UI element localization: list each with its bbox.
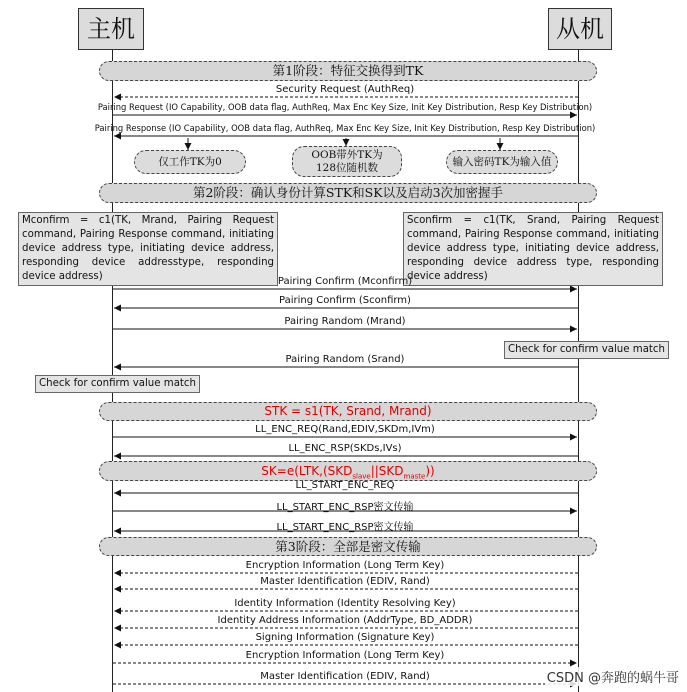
sconfirm-note: Sconfirm = c1(TK, Srand, Pairing Request command, Pairing Response command, initiating device address type, initiating device address, responding device address type, responding device address) [403, 212, 663, 286]
message-label-14: Identity Information (Identity Resolving Key) [234, 598, 456, 609]
message-label-6: Pairing Random (Srand) [285, 354, 405, 365]
slave-entity: 从机 [548, 8, 612, 50]
sk-prefix: SK=e(LTK,(SKD [261, 464, 353, 478]
message-label-11: LL_START_ENC_RSP密文传输 [276, 522, 414, 533]
oval-oob-line1: OOB带外TK为 [311, 148, 383, 161]
master-entity: 主机 [78, 8, 144, 50]
watermark: CSDN @奔跑的蜗牛哥 [545, 667, 681, 686]
message-label-5: Pairing Random (Mrand) [284, 316, 406, 327]
slave-lifeline [578, 49, 579, 692]
sk-sub-master: maste [403, 472, 426, 481]
mconfirm-note: Mconfirm = c1(TK, Mrand, Pairing Request command, Pairing Response command, initiating device address type, initiating device address, responding device addresstype, responding device address) [18, 212, 278, 286]
message-label-9: LL_START_ENC_REQ [295, 480, 395, 491]
master-lifeline [112, 49, 113, 692]
message-label-17: Encryption Information (Long Term Key) [245, 650, 445, 661]
message-label-15: Identity Address Information (AddrType, BD_ADDR) [217, 615, 473, 626]
sk-suffix: )) [425, 464, 435, 478]
sk-sub-slave: slave [352, 472, 371, 481]
oval-just-works: 仅工作TK为0 [134, 150, 246, 174]
message-label-8: LL_ENC_RSP(SKDs,IVs) [288, 443, 402, 454]
oval-passkey: 输入密码TK为输入值 [446, 150, 558, 174]
sk-mid: ||SKD [370, 464, 404, 478]
oval-oob [292, 146, 402, 177]
message-label-0: Security Request (AuthReq) [275, 84, 415, 95]
master-confirm-check: Check for confirm value match [35, 375, 200, 393]
message-label-7: LL_ENC_REQ(Rand,EDIV,SKDm,IVm) [255, 424, 435, 435]
message-label-3: Pairing Confirm (Mconfirm) [277, 276, 413, 287]
message-label-1: Pairing Request (IO Capability, OOB data flag, AuthReq, Max Enc Key Size, Init Key Distribution, Resp Key Distribution) [97, 102, 593, 112]
message-label-18: Master Identification (EDIV, Rand) [260, 671, 430, 682]
message-label-10: LL_START_ENC_RSP密文传输 [276, 502, 414, 513]
stk-banner: STK = s1(TK, Srand, Mrand) [99, 402, 597, 421]
sk-banner [99, 461, 597, 481]
slave-confirm-check: Check for confirm value match [504, 341, 669, 359]
message-label-12: Encryption Information (Long Term Key) [245, 560, 445, 571]
phase-1-banner: 第1阶段：特征交换得到TK [99, 61, 597, 81]
phase-3-banner: 第3阶段：全部是密文传输 [99, 537, 597, 556]
message-label-2: Pairing Response (IO Capability, OOB data flag, AuthReq, Max Enc Key Size, Init Key Distribution, Resp Key Distribution) [94, 123, 596, 133]
message-label-13: Master Identification (EDIV, Rand) [260, 576, 430, 587]
oval-oob-line2: 128位随机数 [315, 161, 379, 174]
phase-2-banner: 第2阶段：确认身份计算STK和SK以及启动3次加密握手 [99, 183, 597, 203]
message-label-16: Signing Information (Signature Key) [255, 632, 435, 643]
message-label-4: Pairing Confirm (Sconfirm) [279, 295, 411, 306]
